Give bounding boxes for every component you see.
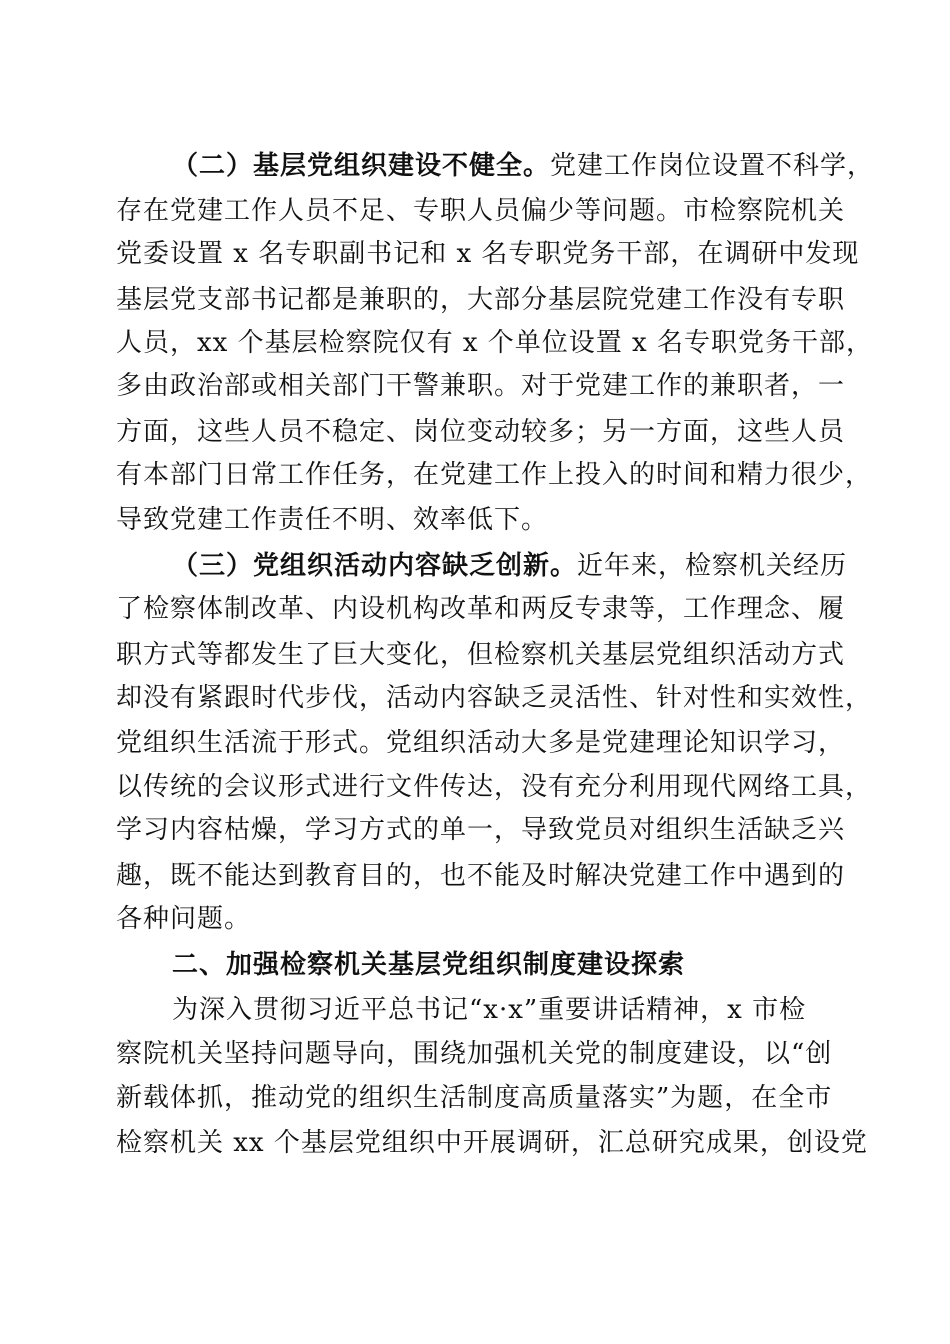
paragraph-line: 却没有紧跟时代步伐，活动内容缺乏灵活性、针对性和实效性，: [116, 683, 873, 713]
section3-text: 近年来，检察机关经历: [577, 551, 848, 581]
paragraph-line: 检察机关 xx 个基层党组织中开展调研，汇总研究成果，创设党: [116, 1128, 868, 1158]
paragraph-line: 趣，既不能达到教育目的，也不能及时解决党建工作中遇到的: [116, 861, 846, 891]
section2-title: （二）基层党组织建设不健全。: [172, 151, 551, 181]
paragraph-line: 了检察体制改革、内设机构改革和两反专隶等，工作理念、履: [116, 594, 846, 624]
paragraph-line: 多由政治部或相关部门干警兼职。对于党建工作的兼职者，一: [116, 371, 846, 401]
paragraph-line: 基层党支部书记都是兼职的，大部分基层院党建工作没有专职: [116, 285, 846, 315]
section3-title: （三）党组织活动内容缺乏创新。: [172, 551, 578, 581]
section3-line-1: [172, 548, 872, 584]
section2-line-1: [172, 148, 875, 184]
paragraph-line: 党委设置 x 名专职副书记和 x 名专职党务干部，在调研中发现: [116, 239, 860, 269]
paragraph-line: 察院机关坚持问题导向，围绕加强机关党的制度建设，以“创: [116, 1039, 833, 1069]
paragraph-line: 学习内容枯燥，学习方式的单一，导致党员对组织生活缺乏兴: [116, 815, 846, 845]
paragraph-line: 为深入贯彻习近平总书记“x·x”重要讲话精神，x 市检: [172, 995, 807, 1025]
paragraph-line: 各种问题。: [116, 904, 252, 934]
paragraph-line: 存在党建工作人员不足、专职人员偏少等问题。市检察院机关: [116, 196, 846, 226]
paragraph-line: 导致党建工作责任不明、效率低下。: [116, 505, 549, 535]
paragraph-line: 新载体抓，推动党的组织生活制度高质量落实”为题，在全市: [116, 1083, 833, 1113]
paragraph-line: 党组织生活流于形式。党组织活动大多是党建理论知识学习，: [116, 728, 846, 758]
section2-text: 党建工作岗位设置不科学，: [550, 151, 875, 181]
part2-heading: 二、加强检察机关基层党组织制度建设探索: [172, 950, 686, 980]
paragraph-line: 有本部门日常工作任务，在党建工作上投入的时间和精力很少，: [116, 460, 873, 490]
paragraph-line: 方面，这些人员不稳定、岗位变动较多；另一方面，这些人员: [116, 417, 846, 447]
paragraph-line: 以传统的会议形式进行文件传达，没有充分利用现代网络工具，: [116, 772, 873, 802]
paragraph-line: 职方式等都发生了巨大变化，但检察机关基层党组织活动方式: [116, 640, 846, 670]
paragraph-line: 人员，xx 个基层检察院仅有 x 个单位设置 x 名专职党务干部，: [116, 328, 873, 358]
